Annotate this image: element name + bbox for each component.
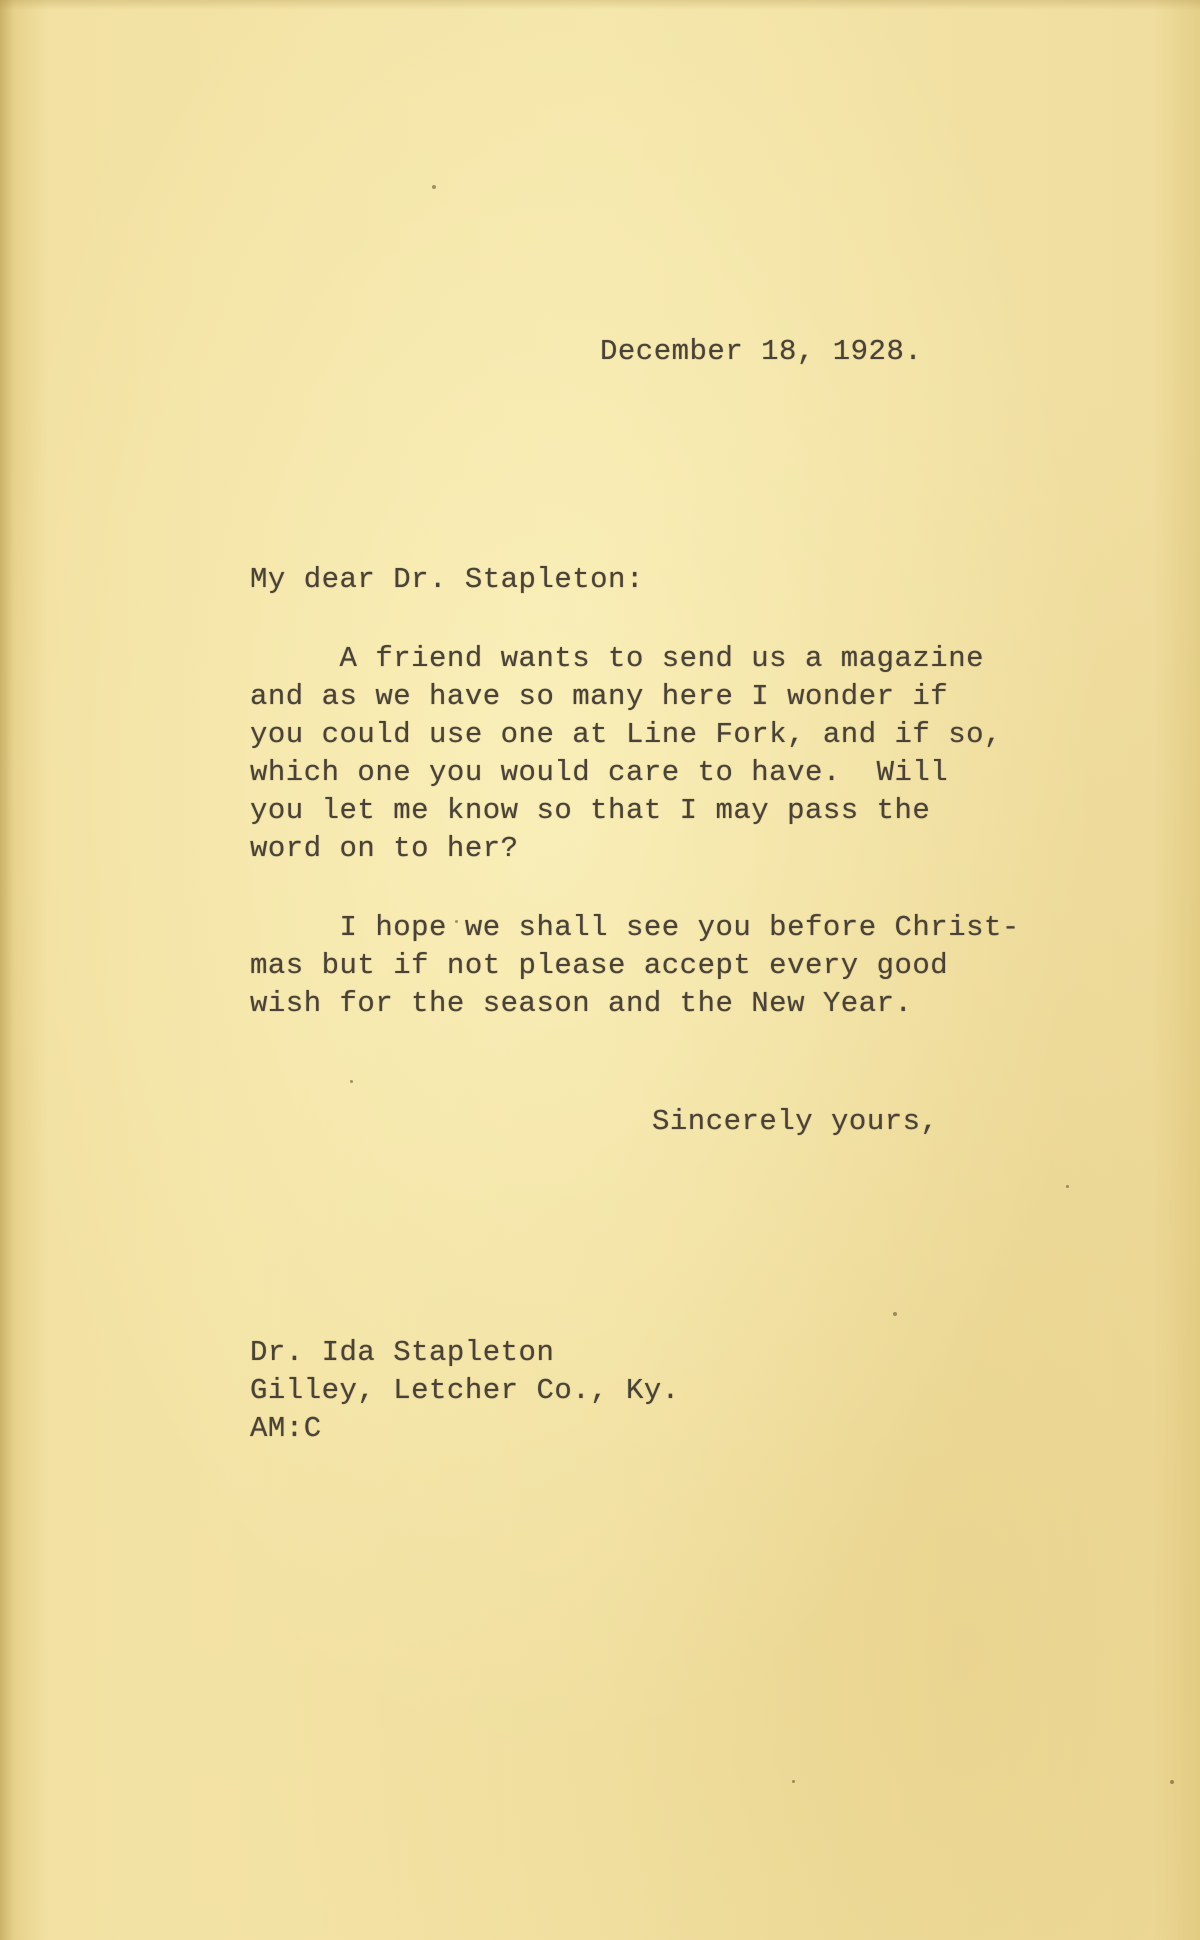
letter-date: December 18, 1928. xyxy=(600,335,923,368)
paragraph-line: and as we have so many here I wonder if xyxy=(250,680,949,713)
paragraph-line: word on to her? xyxy=(250,832,519,865)
paragraph-line: mas but if not please accept every good xyxy=(250,949,949,982)
paragraph-line: wish for the season and the New Year. xyxy=(250,987,913,1020)
recipient-block xyxy=(250,1334,680,1448)
letter-salutation: My dear Dr. Stapleton: xyxy=(250,563,644,596)
reference-initials: AM:C xyxy=(250,1412,322,1445)
paragraph-line: you could use one at Line Fork, and if so, xyxy=(250,718,1002,751)
paper-speck xyxy=(792,1780,795,1783)
paper-speck xyxy=(1170,1780,1174,1784)
paper-speck xyxy=(893,1312,897,1316)
paragraph-line: which one you would care to have. Will xyxy=(250,756,949,789)
recipient-name: Dr. Ida Stapleton xyxy=(250,1336,555,1369)
paper-edge-shadow-left xyxy=(0,0,14,1940)
paragraph-line: A friend wants to send us a magazine xyxy=(250,642,985,675)
paragraph-line: you let me know so that I may pass the xyxy=(250,794,931,827)
paper-speck xyxy=(350,1080,353,1083)
letter-paragraph-1 xyxy=(250,640,1002,868)
paper-speck xyxy=(1066,1185,1069,1188)
paper-speck xyxy=(432,185,436,189)
letter-closing: Sincerely yours, xyxy=(652,1105,939,1138)
paragraph-line: I hope we shall see you before Christ- xyxy=(250,911,1020,944)
recipient-address: Gilley, Letcher Co., Ky. xyxy=(250,1374,680,1407)
paper-edge-shadow-top xyxy=(0,0,1200,10)
letter-paragraph-2 xyxy=(250,909,1020,1023)
